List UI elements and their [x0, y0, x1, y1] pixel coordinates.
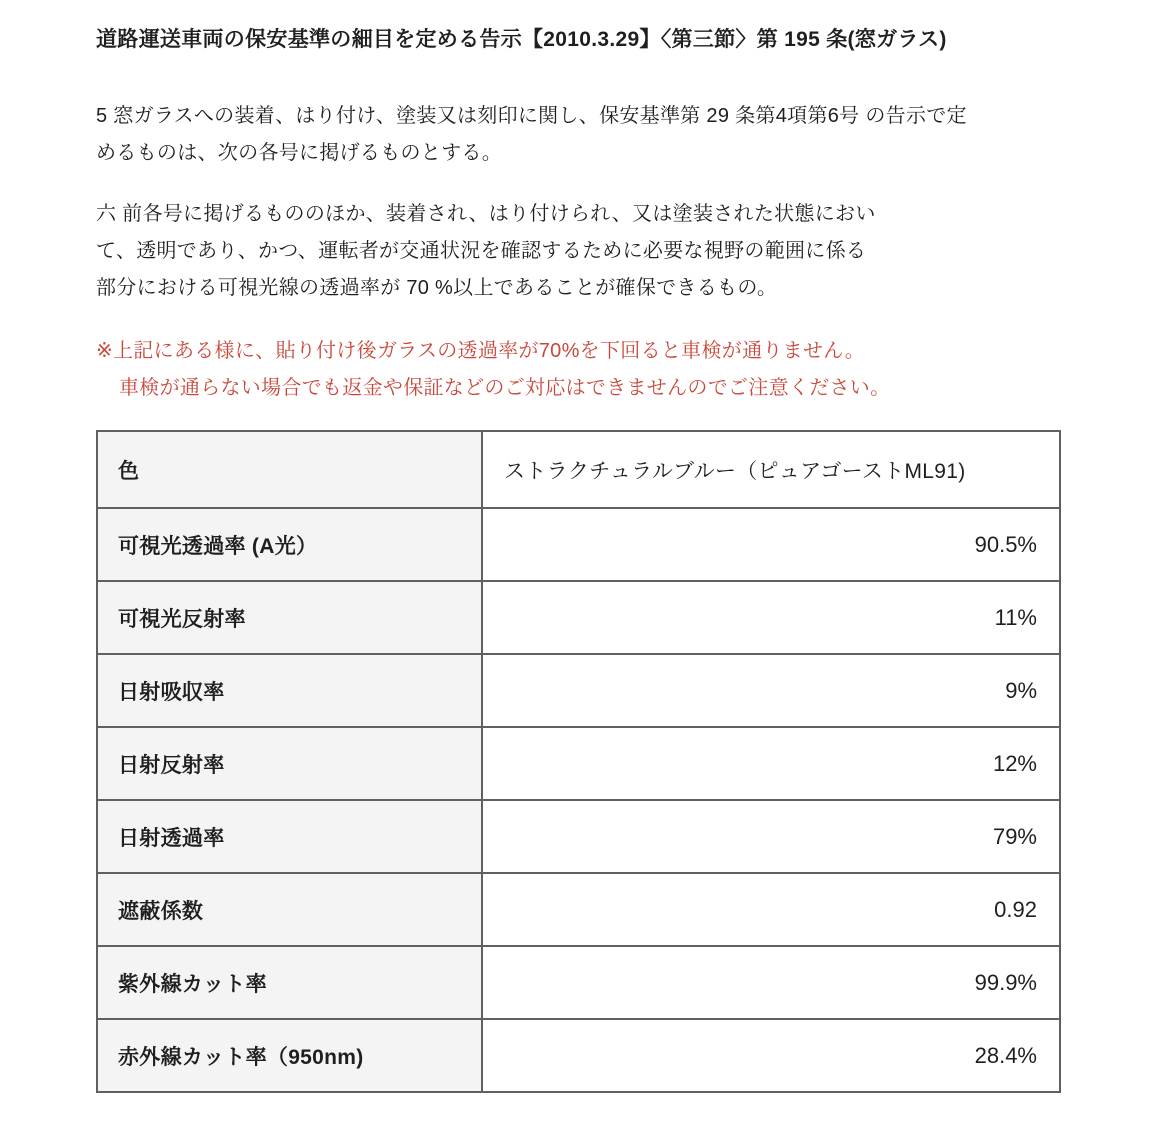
table-row — [97, 654, 1060, 727]
spec-label-shading-coefficient: 遮蔽係数 — [97, 873, 482, 946]
spec-label-ir-cut-rate: 赤外線カット率（950nm) — [97, 1019, 482, 1092]
table-row — [97, 873, 1060, 946]
clause-5-line-1: 5 窓ガラスへの装着、はり付け、塗装又は刻印に関し、保安基準第 29 条第4項第6号 の告示で定 — [96, 105, 967, 127]
spec-value-color: ストラクチュラルブルー（ピュアゴーストML91) — [482, 431, 1060, 508]
spec-value-ir-cut-rate: 28.4% — [482, 1019, 1060, 1092]
paragraph-clause-5 — [96, 98, 1065, 172]
clause-6-line-1: 六 前各号に掲げるもののほか、装着され、はり付けられ、又は塗装された状態におい — [96, 203, 876, 225]
table-row — [97, 508, 1060, 581]
clause-5-line-2: めるものは、次の各号に掲げるものとする。 — [96, 142, 502, 164]
warning-line-2: 車検が通らない場合でも返金や保証などのご対応はできませんのでご注意ください。 — [119, 377, 891, 399]
table-row-color — [97, 431, 1060, 508]
spec-value-visible-light-transmittance: 90.5% — [482, 508, 1060, 581]
clause-6-line-3: 部分における可視光線の透過率が 70 %以上であることが確保できるもの。 — [96, 277, 778, 299]
clause-6-line-2: て、透明であり、かつ、運転者が交通状況を確認するために必要な視野の範囲に係る — [96, 240, 867, 262]
film-spec-table — [96, 430, 1061, 1093]
table-row — [97, 581, 1060, 654]
spec-label-color: 色 — [97, 431, 482, 508]
table-row — [97, 946, 1060, 1019]
table-row — [97, 1019, 1060, 1092]
warning-line-1: ※上記にある様に、貼り付け後ガラスの透過率が70%を下回ると車検が通りません。 — [96, 340, 866, 362]
table-row — [97, 800, 1060, 873]
spec-label-solar-reflectance: 日射反射率 — [97, 727, 482, 800]
spec-label-uv-cut-rate: 紫外線カット率 — [97, 946, 482, 1019]
page-title: 道路運送車両の保安基準の細目を定める告示【2010.3.29】〈第三節〉第 195 条(窓ガラス) — [96, 28, 947, 51]
spec-label-visible-light-reflectance: 可視光反射率 — [97, 581, 482, 654]
spec-label-solar-absorptance: 日射吸収率 — [97, 654, 482, 727]
paragraph-clause-6 — [96, 196, 1065, 307]
spec-label-visible-light-transmittance: 可視光透過率 (A光） — [97, 508, 482, 581]
inspection-warning-note — [96, 333, 1065, 407]
spec-value-solar-transmittance: 79% — [482, 800, 1060, 873]
spec-value-solar-absorptance: 9% — [482, 654, 1060, 727]
spec-value-uv-cut-rate: 99.9% — [482, 946, 1060, 1019]
spec-value-visible-light-reflectance: 11% — [482, 581, 1060, 654]
spec-value-shading-coefficient: 0.92 — [482, 873, 1060, 946]
table-row — [97, 727, 1060, 800]
spec-value-solar-reflectance: 12% — [482, 727, 1060, 800]
spec-label-solar-transmittance: 日射透過率 — [97, 800, 482, 873]
